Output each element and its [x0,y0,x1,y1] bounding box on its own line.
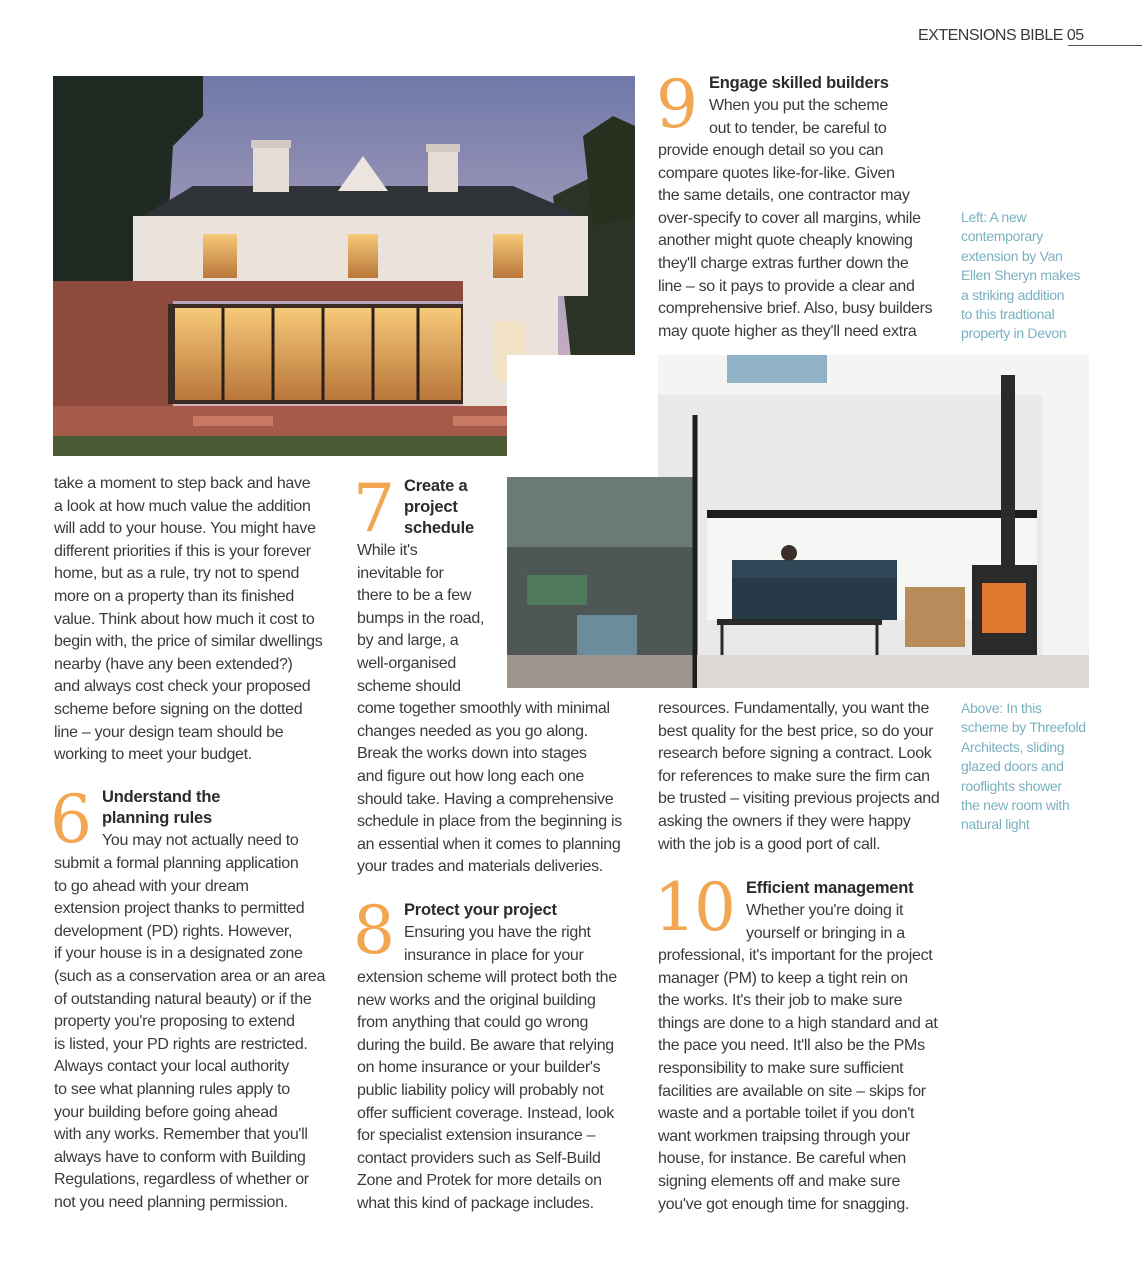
text-line: will add to your house. You might have [54,520,316,538]
section-8-number: 8 [353,892,395,969]
text-line: the works. It's their job to make sure [658,992,903,1010]
text-line: extension project thanks to permitted [54,900,305,918]
section-6-body [54,853,344,1215]
title-line: Create a [404,477,468,495]
title-line: Protect your project [404,901,557,919]
text-line: to go ahead with your dream [54,877,249,895]
text-line: be trusted – visiting previous projects and [658,790,940,808]
text-line: waste and a portable toilet if you don't [658,1105,915,1123]
text-line: another might quote cheaply knowing [658,232,913,250]
text-line: working to meet your budget. [54,746,252,764]
section-9-title [709,73,889,94]
text-line: always have to conform with Building [54,1148,306,1166]
text-line: best quality for the best price, so do your [658,722,934,740]
section-7-title [404,476,474,539]
caption-line: scheme by Threefold [961,719,1086,736]
text-line: property you're proposing to extend [54,1013,295,1031]
text-line: inevitable for [357,564,444,582]
section-6-lead [102,830,342,853]
section-9-number: 9 [656,66,698,143]
text-line: (such as a conservation area or an area [54,967,326,985]
caption-left-photo [961,208,1101,344]
text-line: a look at how much value the addition [54,497,311,515]
text-line: if your house is in a designated zone [54,945,303,963]
photo-notch [507,355,658,477]
text-line: Whether you're doing it [746,902,904,919]
text-line: and figure out how long each one [357,767,585,785]
text-line: line – so it pays to provide a clear and [658,277,915,295]
section-9-continued [658,698,953,856]
text-line: come together smoothly with minimal [357,700,610,718]
text-line: of outstanding natural beauty) or if the [54,990,312,1008]
caption-line: rooflights shower [961,777,1062,794]
section-9-lead [709,95,949,140]
text-line: well-organised [357,654,456,672]
caption-line: Ellen Sheryn makes [961,267,1081,284]
text-line: scheme should [357,677,461,695]
text-line: you've got enough time for snagging. [658,1195,910,1213]
text-line: signing elements off and make sure [658,1172,901,1190]
caption-line: extension by Van [961,247,1063,264]
caption-above-photo [961,699,1101,835]
text-line: an essential when it comes to planning [357,835,621,853]
text-line: insurance in place for your [404,946,584,964]
text-line: Regulations, regardless of whether or [54,1171,309,1189]
text-line: not you need planning permission. [54,1193,288,1211]
running-header [918,27,1084,45]
title-line: Engage skilled builders [709,74,889,92]
caption-line: a striking addition [961,286,1065,303]
text-line: with the job is a good port of call. [658,835,881,853]
title-line: project [404,498,458,516]
text-line: You may not actually need to [102,832,299,849]
caption-line: natural light [961,816,1030,833]
section-6-number: 6 [50,781,92,858]
text-line: asking the owners if they were happy [658,812,911,830]
text-line: on home insurance or your builder's [357,1059,601,1077]
text-line: home, but as a rule, try not to spend [54,565,300,583]
caption-line: to this tradtional [961,306,1055,323]
text-line: line – your design team should be [54,723,284,741]
caption-line: the new room with [961,797,1070,814]
text-line: begin with, the price of similar dwellings [54,633,323,651]
section-9-body [658,140,953,343]
text-line: facilities are available on site – skips for [658,1082,926,1100]
text-line: yourself or bringing in a [746,924,905,942]
text-line: Zone and Protek for more details on [357,1172,602,1190]
text-line: is listed, your PD rights are restricted. [54,1035,308,1053]
text-line: things are done to a high standard and at [658,1014,938,1032]
caption-line: glazed doors and [961,758,1064,775]
section-8-body [357,967,642,1216]
caption-line: Above: In this [961,700,1042,716]
text-line: Ensuring you have the right [404,924,591,941]
text-line: during the build. Be aware that relying [357,1036,614,1054]
text-line: your trades and materials deliveries. [357,858,603,876]
text-line: public liability policy will probably not [357,1081,604,1099]
text-line: your building before going ahead [54,1103,278,1121]
header-rule [1068,45,1142,46]
text-line: Break the works down into stages [357,745,587,763]
caption-line: contemporary [961,228,1043,245]
text-line: schedule in place from the beginning is [357,813,622,831]
text-line: from anything that could go wrong [357,1014,589,1032]
text-line: new works and the original building [357,991,596,1009]
text-line: While it's [357,542,418,559]
text-line: take a moment to step back and have [54,475,311,492]
text-line: compare quotes like-for-like. Given [658,164,895,182]
text-line: may quote higher as they'll need extra [658,322,917,340]
text-line: professional, it's important for the project [658,947,933,964]
text-line: changes needed as you go along. [357,722,588,740]
text-line: resources. Fundamentally, you want the [658,700,930,717]
text-line: the pace you need. It'll also be the PMs [658,1037,925,1055]
text-line: should take. Having a comprehensive [357,790,614,808]
text-line: submit a formal planning application [54,855,299,872]
text-line: Always contact your local authority [54,1058,289,1076]
text-line: and always cost check your proposed [54,678,311,696]
page-number: 05 [1066,27,1084,44]
text-line: development (PD) rights. However, [54,922,293,940]
text-line: want workmen traipsing through your [658,1127,910,1145]
text-line: with any works. Remember that you'll [54,1126,308,1144]
title-line: schedule [404,519,474,537]
text-line: When you put the scheme [709,97,888,114]
caption-line: Left: A new [961,209,1027,225]
text-line: for specialist extension insurance – [357,1127,596,1145]
text-line: extension scheme will protect both the [357,969,617,986]
caption-line: property in Devon [961,325,1067,342]
text-line: out to tender, be careful to [709,119,887,137]
text-line: the same details, one contractor may [658,187,910,205]
text-line: bumps in the road, [357,609,485,627]
section-6-title [102,787,220,829]
section-10-title [746,878,913,899]
text-line: contact providers such as Self-Build [357,1149,601,1167]
text-line: there to be a few [357,587,472,605]
text-line: offer sufficient coverage. Instead, look [357,1104,614,1122]
section-7-number: 7 [353,470,395,547]
section-10-lead [746,900,956,945]
caption-line: Architects, sliding [961,738,1065,755]
text-line: more on a property than its finished [54,587,295,605]
text-line: comprehensive brief. Also, busy builders [658,300,933,318]
text-line: different priorities if this is your forever [54,542,311,560]
section-8-lead [404,922,644,967]
text-line: provide enough detail so you can [658,142,884,159]
text-line: by and large, a [357,632,459,650]
text-line: for references to make sure the firm can [658,767,930,785]
section-8-title [404,900,557,921]
section-10-number: 10 [654,869,734,946]
text-line: house, for instance. Be careful when [658,1150,907,1168]
section-7-body [357,540,642,879]
title-line: planning rules [102,809,212,827]
text-line: research before signing a contract. Look [658,745,932,763]
text-line: nearby (have any been extended?) [54,655,293,673]
text-line: responsibility to make sure sufficient [658,1059,904,1077]
column1-intro [54,473,344,767]
text-line: over-specify to cover all margins, while [658,209,921,227]
magazine-title: EXTENSIONS BIBLE [918,27,1063,44]
section-10-body [658,945,953,1216]
text-line: scheme before signing on the dotted [54,700,303,718]
text-line: manager (PM) to keep a tight rein on [658,969,908,987]
title-line: Understand the [102,788,221,806]
title-line: Efficient management [746,879,914,897]
text-line: what this kind of package includes. [357,1194,594,1212]
text-line: to see what planning rules apply to [54,1080,290,1098]
text-line: value. Think about how much it cost to [54,610,315,628]
text-line: they'll charge extras further down the [658,254,909,272]
